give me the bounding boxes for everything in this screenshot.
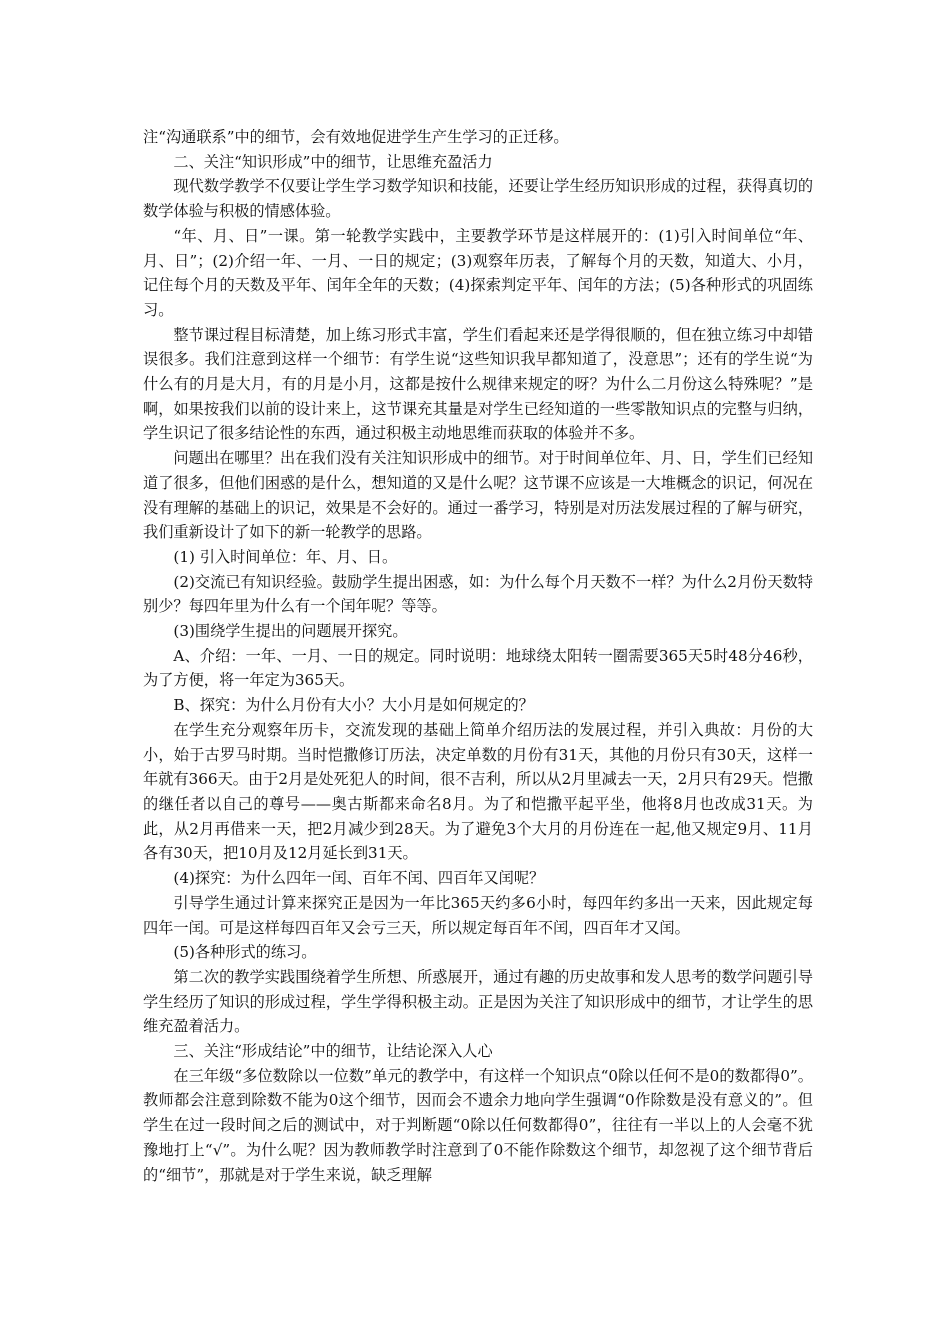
paragraph: 第二次的教学实践围绕着学生所想、所惑展开，通过有趣的历史故事和发人思考的数学问题引导学生经历了知识的形成过程，学生学得积极主动。正是因为关注了知识形成中的细节，才让学生的思维充盈着活力。: [143, 967, 813, 1036]
paragraph: 注“沟通联系”中的细节，会有效地促进学生产生学习的正迁移。: [143, 128, 569, 146]
paragraph: 在三年级“多位数除以一位数”单元的教学中，有这样一个知识点“0除以任何不是0的数都得0”。教师都会注意到除数不能为0这个细节，因而会不遗余力地向学生强调“0作除数是没有意义的”。但学生在过一段时间之后的测试中，对于判断题“0除以任何数都得0”，往往有一半以上的人会毫不犹豫地打上“√”。为什么呢？因为教师教学时注意到了0不能作除数这个细节，却忽视了这个细节背后的“细节”，那就是对于学生来说，缺乏理解: [143, 1066, 813, 1184]
list-item: (3)围绕学生提出的问题展开探究。: [173, 622, 408, 641]
sub-item: A、介绍：一年、一月、一日的规定。同时说明：地球绕太阳转一圈需要365天5时48分46秒，为了方便，将一年定为365天。: [143, 646, 813, 690]
list-item: (1) 引入时间单位：年、月、日。: [173, 547, 398, 566]
paragraph: 问题出在哪里？出在我们没有关注知识形成中的细节。对于时间单位年、月、日，学生们已经知道了很多，但他们困惑的是什么，想知道的又是什么呢？这节课不应该是一大堆概念的识记，何况在没有理解的基础上的识记，效果是不会好的。通过一番学习，特别是对历法发展过程的了解与研究，我们重新设计了如下的新一轮教学的思路。: [143, 449, 813, 542]
paragraph: 整节课过程目标清楚，加上练习形式丰富，学生们看起来还是学得很顺的，但在独立练习中却错误很多。我们注意到这样一个细节：有学生说“这些知识我早都知道了，没意思”；还有的学生说“为什么有的月是大月，有的月是小月，这都是按什么规律来规定的呀？为什么二月份这么特殊呢？”是啊，如果按我们以前的设计来上，这节课充其量是对学生已经知道的一些零散知识点的完整与归纳，学生识记了很多结论性的东西，通过积极主动地思维而获取的体验并不多。: [143, 325, 813, 443]
section-heading: 三、关注“形成结论”中的细节，让结论深入人心: [173, 1042, 493, 1061]
paragraph: 在学生充分观察年历卡，交流发现的基础上简单介绍历法的发展过程，并引入典故：月份的大小，始于古罗马时期。当时恺撒修订历法，决定单数的月份有31天，其他的月份只有30天，这样一年就有366天。由于2月是处死犯人的时间，很不吉利，所以从2月里减去一天，2月只有29天。恺撒的继任者以自己的尊号——奥古斯都来命名8月。为了和恺撒平起平坐，他将8月也改成31天。为此，从2月再借来一天，把2月减少到28天。为了避免3个大月的月份连在一起,他又规定9月、11月各有30天，把10月及12月延长到31天。: [143, 720, 813, 863]
document-body: [143, 125, 813, 1187]
paragraph: 现代数学教学不仅要让学生学习数学知识和技能，还要让学生经历知识形成的过程，获得真切的数学体验与积极的情感体验。: [143, 177, 813, 221]
list-item: (2)交流已有知识经验。鼓励学生提出困惑，如：为什么每个月天数不一样？为什么2月份天数特别少？每四年里为什么有一个闰年呢？等等。: [143, 572, 813, 616]
paragraph: “年、月、日”一课。第一轮教学实践中，主要教学环节是这样展开的：(1)引入时间单位“年、月、日”；(2)介绍一年、一月、一日的规定；(3)观察年历表，了解每个月的天数，知道大、小月，记住每个月的天数及平年、闰年全年的天数；(4)探索判定平年、闰年的方法；(5)各种形式的巩固练习。: [143, 226, 813, 319]
list-item: (5)各种形式的练习。: [173, 943, 317, 962]
section-heading: 二、关注“知识形成”中的细节，让思维充盈活力: [173, 152, 493, 171]
list-item: (4)探究：为什么四年一闰、百年不闰、四百年又闰呢？: [173, 869, 545, 888]
paragraph: 引导学生通过计算来探究正是因为一年比365天约多6小时，每四年约多出一天来，因此规定每四年一闰。可是这样每四百年又会亏三天，所以规定每百年不闰，四百年才又闰。: [143, 893, 813, 937]
sub-item: B、探究：为什么月份有大小？大小月是如何规定的？: [173, 696, 534, 715]
